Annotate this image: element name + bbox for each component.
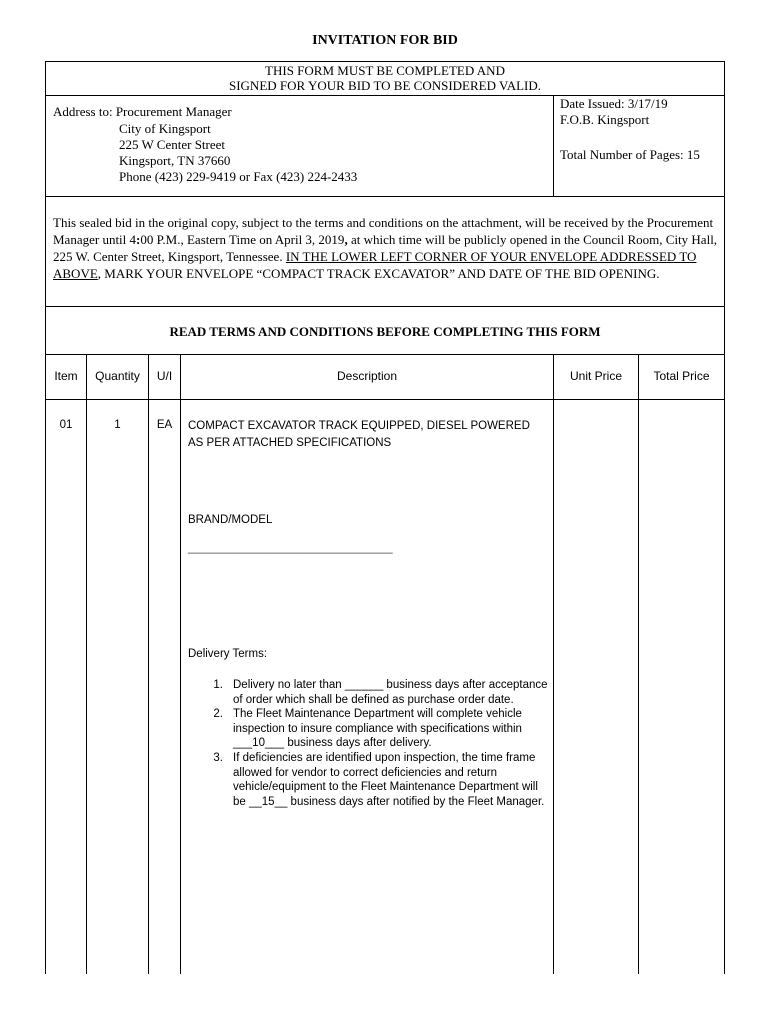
col-line-1	[86, 354, 87, 974]
term-text: The Fleet Maintenance Department will complete vehicle inspection to insure compliance with specifications within ___10___ business days after delivery.	[233, 708, 522, 750]
sealed-text-1: This sealed bid in the original copy, subject to the terms and conditions on the attachment, will be received by the Procurement Manager until 4	[53, 215, 714, 247]
divider-under-read-terms	[45, 354, 725, 355]
row-quantity: 1	[114, 419, 121, 431]
brand-model-label: BRAND/MODEL	[188, 514, 273, 526]
sealed-underlined-instruction: IN THE LOWER LEFT CORNER OF YOUR ENVELOPE ADDRESSED TO ABOVE	[53, 249, 697, 281]
list-item	[205, 678, 550, 707]
sealed-text-4: , MARK YOUR ENVELOPE “COMPACT TRACK EXCAVATOR” AND DATE OF THE BID OPENING.	[97, 266, 660, 281]
col-line-5	[638, 354, 639, 974]
frame-right	[724, 61, 725, 974]
term-text: Delivery no later than ______ business days after acceptance of order which shall be defined as purchase order date.	[233, 679, 548, 706]
list-item	[205, 751, 550, 809]
term-number: 2.	[213, 708, 223, 721]
term-number: 3.	[213, 751, 223, 764]
address-phone: Phone (423) 229-9419 or Fax (423) 224-2433	[119, 169, 358, 184]
divider-under-headers	[45, 399, 725, 400]
col-line-2	[148, 354, 149, 974]
fob: F.O.B. Kingsport	[560, 112, 650, 127]
description-line-1: COMPACT EXCAVATOR TRACK EQUIPPED, DIESEL POWERED	[188, 420, 530, 432]
header-quantity: Quantity	[95, 369, 140, 383]
header-unit: U/I	[156, 369, 173, 383]
address-line: Kingsport, TN 37660	[119, 153, 231, 168]
form-title: INVITATION FOR BID	[312, 33, 458, 48]
address-label: Address to: Procurement Manager	[53, 104, 232, 119]
issue-info	[560, 96, 668, 128]
frame-left	[45, 61, 46, 974]
header-unit-price: Unit Price	[569, 369, 622, 383]
brand-model-field[interactable]: ________________________________	[188, 542, 393, 554]
row-item: 01	[59, 419, 73, 431]
sealed-bid-paragraph	[53, 214, 719, 282]
read-terms-heading: READ TERMS AND CONDITIONS BEFORE COMPLETING THIS FORM	[169, 324, 601, 339]
divider-under-address	[45, 196, 725, 197]
term-text: If deficiencies are identified upon inspection, the time frame allowed for vendor to correct deficiencies and return vehicle/equipment to the Fleet Maintenance Department will be __15__ business days after notified by the Fleet Manager.	[233, 751, 545, 808]
date-issued: Date Issued: 3/17/19	[560, 96, 668, 111]
address-block	[119, 121, 357, 185]
sealed-colon: :	[136, 232, 141, 247]
sealed-comma: ,	[344, 232, 348, 247]
address-line: 225 W Center Street	[119, 137, 226, 152]
col-line-3	[180, 354, 181, 974]
frame-top	[45, 61, 725, 62]
header-description: Description	[336, 369, 398, 383]
divider-address-info	[553, 95, 554, 197]
col-line-4	[553, 354, 554, 974]
description-line-2: AS PER ATTACHED SPECIFICATIONS	[188, 437, 392, 449]
notice-line-2: SIGNED FOR YOUR BID TO BE CONSIDERED VALID.	[228, 78, 542, 93]
sealed-text-2: 00 P.M., Eastern Time on April 3, 2019	[140, 232, 345, 247]
list-item	[205, 707, 550, 751]
row-description	[188, 418, 530, 452]
completion-notice	[46, 63, 724, 93]
notice-line-1: THIS FORM MUST BE COMPLETED AND	[265, 63, 505, 78]
delivery-terms-label: Delivery Terms:	[188, 648, 268, 660]
sealed-text-3: at which time will be publicly opened in the Council Room, City Hall, 225 W. Center Street, Kingsport, Tennessee.	[53, 232, 718, 264]
header-item: Item	[54, 369, 78, 383]
total-pages: Total Number of Pages: 15	[560, 147, 700, 162]
row-unit: EA	[156, 419, 173, 431]
term-number: 1.	[213, 679, 223, 691]
header-total-price: Total Price	[653, 369, 710, 383]
delivery-terms-list	[205, 678, 550, 809]
address-line: City of Kingsport	[119, 121, 211, 136]
divider-under-sealed	[45, 306, 725, 307]
